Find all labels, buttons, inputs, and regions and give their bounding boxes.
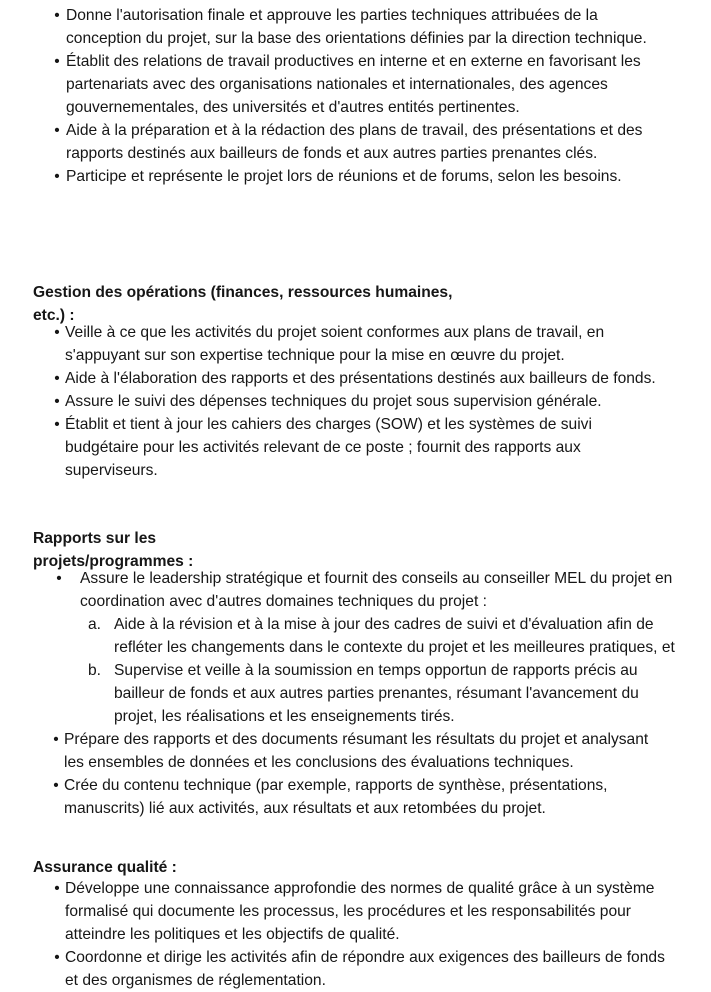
bullet-icon: • xyxy=(54,53,60,70)
list-item xyxy=(54,367,665,390)
list-item-text: Prépare des rapports et des documents résumant les résultats du projet et analysant les ensembles de données et les conclusions des évaluations techniques. xyxy=(64,731,649,771)
operations-heading-line: etc.) : xyxy=(33,307,75,324)
bullet-icon: • xyxy=(53,731,59,748)
quality-list xyxy=(54,877,665,992)
quality-heading: Assurance qualité : xyxy=(33,859,177,876)
list-item-text: Crée du contenu technique (par exemple, rapports de synthèse, présentations, manuscrits) lié aux activités, aux résultats et aux retombées du projet. xyxy=(64,777,608,817)
operations-list xyxy=(54,321,665,482)
list-item-text: Développe une connaissance approfondie des normes de qualité grâce à un système formalisé qui documente les processus, les procédures et les responsabilités pour atteindre les politiques et les objectifs de qualité. xyxy=(65,880,655,943)
operations-heading-line: Gestion des opérations (finances, ressources humaines, xyxy=(33,284,453,301)
reporting-lead-list xyxy=(56,567,680,728)
bullet-icon: • xyxy=(54,122,60,139)
sub-list-item-text: Supervise et veille à la soumission en temps opportun de rapports précis au bailleur de fonds et aux autres parties prenantes, résumant l'avancement du projet, les réalisations et les enseignements tirés. xyxy=(114,662,639,725)
sub-list-marker: a. xyxy=(88,616,102,633)
list-item-text: Aide à l'élaboration des rapports et des présentations destinés aux bailleurs de fonds. xyxy=(65,370,656,387)
list-item xyxy=(54,4,676,50)
list-item-text: Coordonne et dirige les activités afin de répondre aux exigences des bailleurs de fonds et des organismes de réglementation. xyxy=(65,949,665,989)
list-item xyxy=(54,877,665,946)
list-item-text: Veille à ce que les activités du projet soient conformes aux plans de travail, en s'appuyant sur son expertise technique pour la mise en œuvre du projet. xyxy=(65,324,605,364)
list-item-text: Aide à la préparation et à la rédaction des plans de travail, des présentations et des rapports destinés aux bailleurs de fonds et aux autres parties prenantes clés. xyxy=(66,122,643,162)
list-item xyxy=(54,946,665,992)
bullet-icon: • xyxy=(54,370,60,387)
bullet-icon: • xyxy=(54,168,60,185)
list-item-text: Participe et représente le projet lors de réunions et de forums, selon les besoins. xyxy=(66,168,622,185)
reporting-sub-list xyxy=(88,613,684,728)
bullet-icon: • xyxy=(54,7,60,24)
list-item xyxy=(54,50,676,119)
bullet-icon: • xyxy=(53,777,59,794)
list-item-text: Établit des relations de travail productives en interne et en externe en favorisant les partenariats avec des organisations nationales et internationales, des agences gouvernementales, des universités et d'autres entités pertinentes. xyxy=(66,53,641,116)
reporting-heading-line: Rapports sur les xyxy=(33,530,157,547)
list-item-text: Donne l'autorisation finale et approuve les parties techniques attribuées de la conception du projet, sur la base des orientations définies par la direction technique. xyxy=(66,7,647,47)
list-item xyxy=(56,567,680,728)
bullet-icon: • xyxy=(56,570,62,587)
sub-list-marker: b. xyxy=(88,662,102,679)
bullet-icon: • xyxy=(54,880,60,897)
list-item xyxy=(54,321,665,367)
bullet-icon: • xyxy=(54,949,60,966)
sub-list-item xyxy=(88,613,684,659)
reporting-heading-line: projets/programmes : xyxy=(33,553,194,570)
list-item-text: Assure le suivi des dépenses techniques du projet sous supervision générale. xyxy=(65,393,602,410)
sub-list-item-text: Aide à la révision et à la mise à jour des cadres de suivi et d'évaluation afin de refléter les changements dans le contexte du projet et les meilleures pratiques, et xyxy=(114,616,675,656)
list-item-text: Assure le leadership stratégique et fournit des conseils au conseiller MEL du projet en coordination avec d'autres domaines techniques du projet : xyxy=(80,570,673,610)
reporting-list xyxy=(53,728,664,820)
responsibilities-list xyxy=(54,4,676,188)
list-item xyxy=(54,119,676,165)
bullet-icon: • xyxy=(54,393,60,410)
list-item xyxy=(54,390,665,413)
list-item-text: Établit et tient à jour les cahiers des charges (SOW) et les systèmes de suivi budgétaire pour les activités relevant de ce poste ; fournit des rapports aux superviseurs. xyxy=(65,416,592,479)
list-item xyxy=(53,774,664,820)
list-item xyxy=(53,728,664,774)
bullet-icon: • xyxy=(54,416,60,433)
bullet-icon: • xyxy=(54,324,60,341)
list-item xyxy=(54,413,665,482)
reporting-section xyxy=(0,567,711,820)
quality-section xyxy=(0,877,711,992)
operations-section xyxy=(0,321,711,482)
sub-list-item xyxy=(88,659,684,728)
list-item xyxy=(54,165,676,188)
responsibilities-section xyxy=(0,4,711,188)
